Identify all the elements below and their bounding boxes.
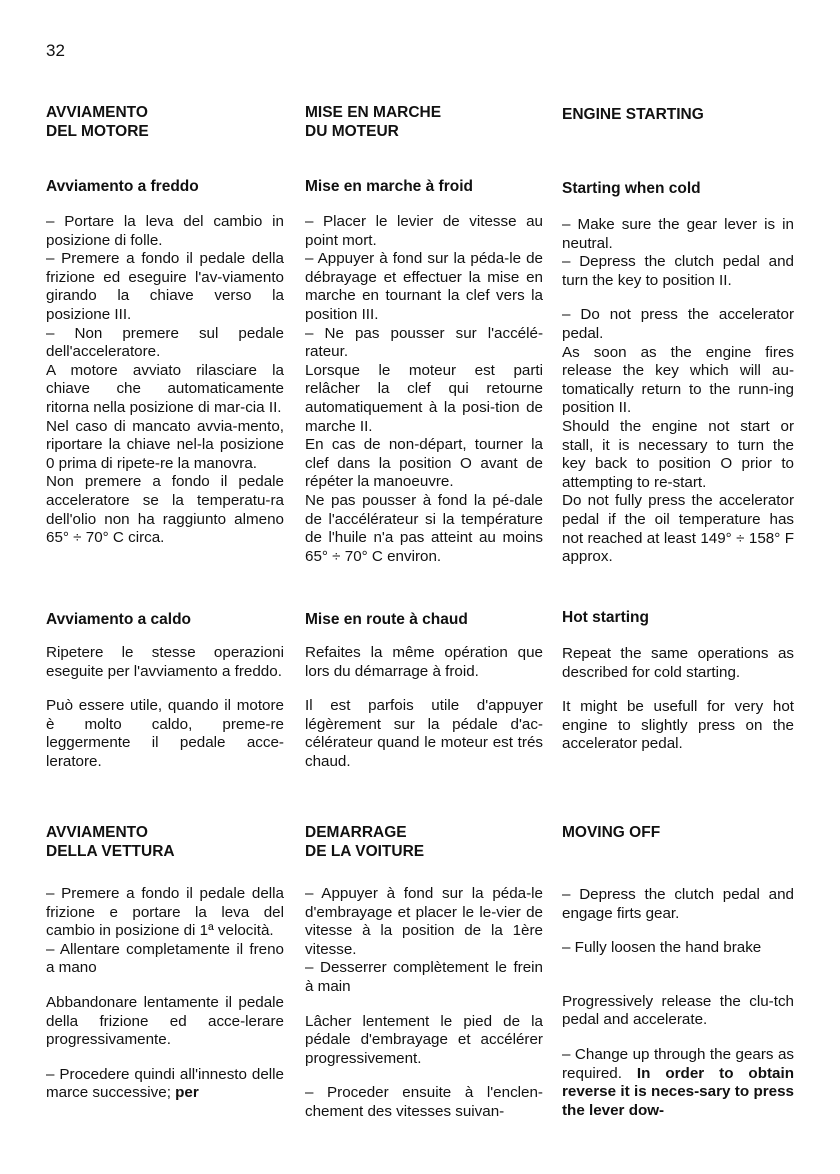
french-hot-text-1: Refaites la même opération que lors du démarrage à froid. [305,644,543,680]
italian-hot-text-2: Può essere utile, quando il motore è molto caldo, preme-re leggermente il pedale acce-leratore. [46,697,284,770]
french-hot-text-block [305,644,543,772]
english-cold-text-2: – Do not press the accelerator pedal. As soon as the engine fires release the key which will au-tomatically return to the runn-ing position II. Should the engine not start or stall, it is necessary to turn the key back to position O prior to attempting to re-start. Do not fully press the accelerator pedal if the oil temperature has not reached at least 149° ÷ 158° F approx. [562,306,794,566]
english-cold-title: Starting when cold [562,180,701,197]
italian-hot-text-block [46,644,284,772]
english-moving-text-4-bold: In order to obtain reverse it is neces-sary to press the lever dow- [562,1064,794,1119]
french-moving-text-1: – Appuyer à fond sur la péda-le d'embrayage et placer le le-vier de vitesse à la position de la 1ère vitesse. – Desserrer complètement le frein à main [305,885,543,995]
english-moving-text-1: – Depress the clutch pedal and engage firts gear. [562,886,794,922]
page-number: 32 [46,41,65,60]
english-moving-text-4-paragraph [562,1046,794,1120]
french-cold-text: – Placer le levier de vitesse au point mort. – Appuyer à fond sur la péda-le de débrayage et effectuer la mise en marche en tournant la clef vers la position III. – Ne pas pousser sur l'accélé-rateur. Lorsque le moteur est parti relâcher la clef qui retourne automatiquement à la posi-tion de marche II. En cas de non-départ, tourner la clef dans la position O avant de répéter la manoeuvre. Ne pas pousser à fond la pé-dale de l'accélérateur si la température de l'huile n'a pas atteint au moins 65° ÷ 70° C environ. [305,213,543,565]
italian-moving-text-3-bold: per [175,1084,199,1102]
italian-cold-title: Avviamento a freddo [46,178,199,195]
italian-heading-moving: AVVIAMENTO DELLA VETTURA [46,824,175,860]
french-cold-title: Mise en marche à froid [305,178,473,195]
english-moving-text-4: – Change up through the gears as required. [562,1045,794,1082]
french-hot-title: Mise en route à chaud [305,611,468,628]
italian-hot-text-1: Ripetere le stesse operazioni eseguite per l'avviamento a freddo. [46,644,284,680]
italian-moving-text-3: – Procedere quindi all'innesto delle marce successive; [46,1065,284,1102]
english-hot-text-block [562,645,794,754]
french-hot-text-2: Il est parfois utile d'appuyer légèrement sur la pédale d'ac-célérateur quand le moteur est trés chaud. [305,697,543,770]
french-cold-text-block [305,213,543,566]
english-hot-text-1: Repeat the same operations as described for cold starting. [562,645,794,681]
english-cold-text-1: – Make sure the gear lever is in neutral. – Depress the clutch pedal and turn the key to position II. [562,216,794,289]
english-hot-text-2: It might be usefull for very hot engine to slightly press on the accelerator pedal. [562,698,794,753]
italian-heading-engine: AVVIAMENTO DEL MOTORE [46,104,149,140]
italian-cold-text-block [46,213,284,548]
italian-moving-text-3-paragraph [46,1066,284,1103]
italian-moving-text-2: Abbandonare lentamente il pedale della frizione ed acce-lerare progressivamente. [46,993,284,1049]
english-heading-moving: MOVING OFF [562,824,661,841]
english-cold-text-block [562,216,794,567]
french-moving-text-2: Lâcher lentement le pied de la pédale d'embrayage et accélérer progressivement. [305,1012,543,1067]
english-moving-text-block [562,886,794,1120]
english-moving-text-2: – Fully loosen the hand brake [562,939,762,957]
english-heading-engine: ENGINE STARTING [562,106,704,123]
italian-moving-text-1: – Premere a fondo il pedale della frizione e portare la leva del cambio in posizione di 1ª velocità. – Allentare completamente il freno a mano [46,885,284,977]
french-heading-engine: MISE EN MARCHE DU MOTEUR [305,104,442,140]
french-heading-moving: DEMARRAGE DE LA VOITURE [305,824,425,860]
italian-moving-text-block [46,885,284,1103]
italian-cold-text: – Portare la leva del cambio in posizione di folle. – Premere a fondo il pedale della frizione ed eseguire l'av-viamento girando la chiave verso la posizione III. – Non premere sul pedale dell'acceleratore. A motore avviato rilasciare la chiave che automaticamente ritorna nella posizione di mar-cia II. Nel caso di mancato avvia-mento, riportare la chiave nel-la posizione 0 prima di ripete-re la manovra. Non premere a fondo il pedale acceleratore se la temperatu-ra dell'olio non ha raggiunto almeno 65° ÷ 70° C circa. [46,213,284,547]
italian-hot-title: Avviamento a caldo [46,611,192,628]
english-moving-text-3: Progressively release the clu-tch pedal and accelerate. [562,992,794,1029]
english-hot-title: Hot starting [562,609,649,626]
french-moving-text-block [305,885,543,1122]
french-moving-text-3: – Proceder ensuite à l'enclen-chement des vitesses suivan- [305,1084,543,1120]
